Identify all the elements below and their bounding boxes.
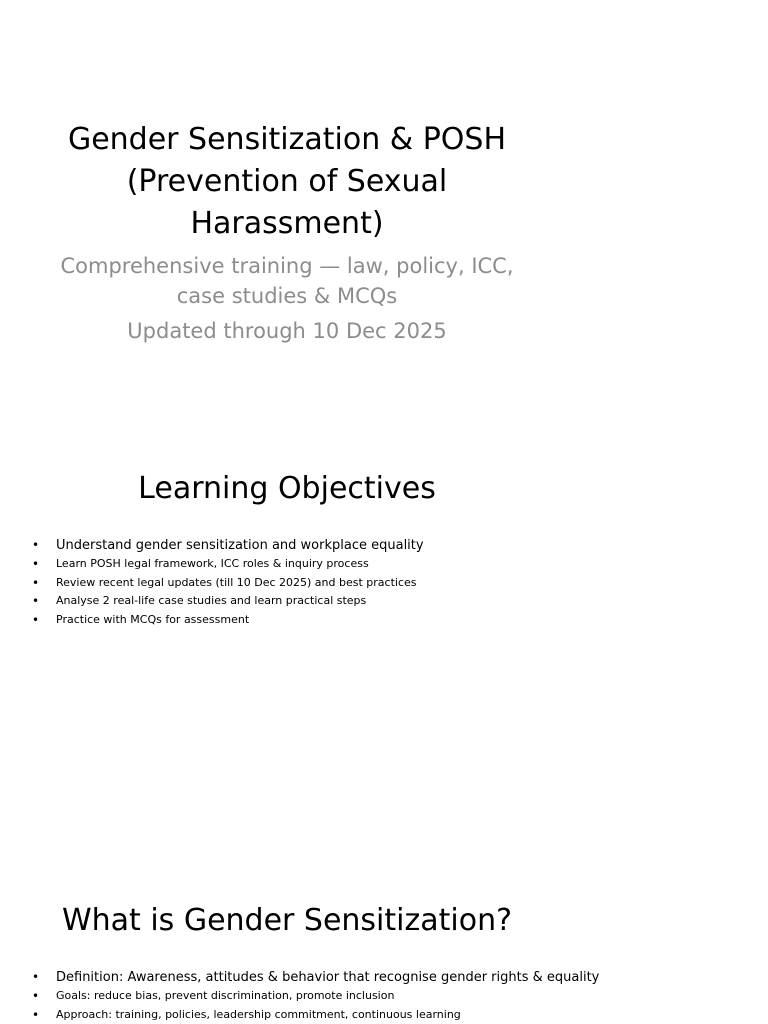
bullet-icon: •	[32, 970, 40, 984]
list-item-text: Analyse 2 real-life case studies and learn practical steps	[56, 594, 367, 607]
bullet-icon: •	[32, 557, 40, 571]
list-item-text: Understand gender sensitization and workplace equality	[56, 538, 424, 553]
bullet-icon: •	[32, 1007, 40, 1022]
list-item	[32, 574, 732, 593]
presentation-subtitle: Comprehensive training — law, policy, ICC, case studies & MCQs	[60, 254, 514, 308]
list-item	[32, 1006, 732, 1024]
bullet-icon: •	[32, 538, 40, 552]
list-item	[32, 536, 732, 555]
learning-objectives-slide	[0, 430, 768, 860]
list-item-text: Approach: training, policies, leadership commitment, continuous learning	[56, 1007, 461, 1021]
list-item-text: Learn POSH legal framework, ICC roles & inquiry process	[56, 557, 369, 570]
list-item-text: Review recent legal updates (till 10 Dec 2025) and best practices	[56, 575, 417, 589]
list-item	[32, 968, 732, 987]
list-item-text: Practice with MCQs for assessment	[56, 612, 250, 626]
bullet-icon: •	[32, 612, 40, 627]
list-item-text: Goals: reduce bias, prevent discrimination, promote inclusion	[56, 989, 395, 1002]
presentation-title: Gender Sensitization & POSH (Prevention of Sexual Harassment)	[67, 122, 507, 241]
list-item	[32, 592, 732, 611]
gender-sensitization-title: What is Gender Sensitization?	[61, 903, 513, 938]
list-item-text: Definition: Awareness, attitudes & behavior that recognise gender rights & equality	[56, 970, 600, 985]
bullet-icon: •	[32, 594, 40, 608]
learning-objectives-title: Learning Objectives	[138, 471, 436, 506]
bullet-icon: •	[32, 989, 40, 1003]
bullet-icon: •	[32, 575, 40, 590]
gender-sensitization-slide	[0, 860, 768, 1024]
title-slide	[0, 0, 768, 430]
list-item	[32, 611, 732, 630]
gender-sensitization-list	[32, 968, 732, 1024]
update-date: Updated through 10 Dec 2025	[127, 319, 447, 343]
learning-objectives-list	[32, 536, 732, 629]
list-item	[32, 555, 732, 574]
list-item	[32, 987, 732, 1006]
